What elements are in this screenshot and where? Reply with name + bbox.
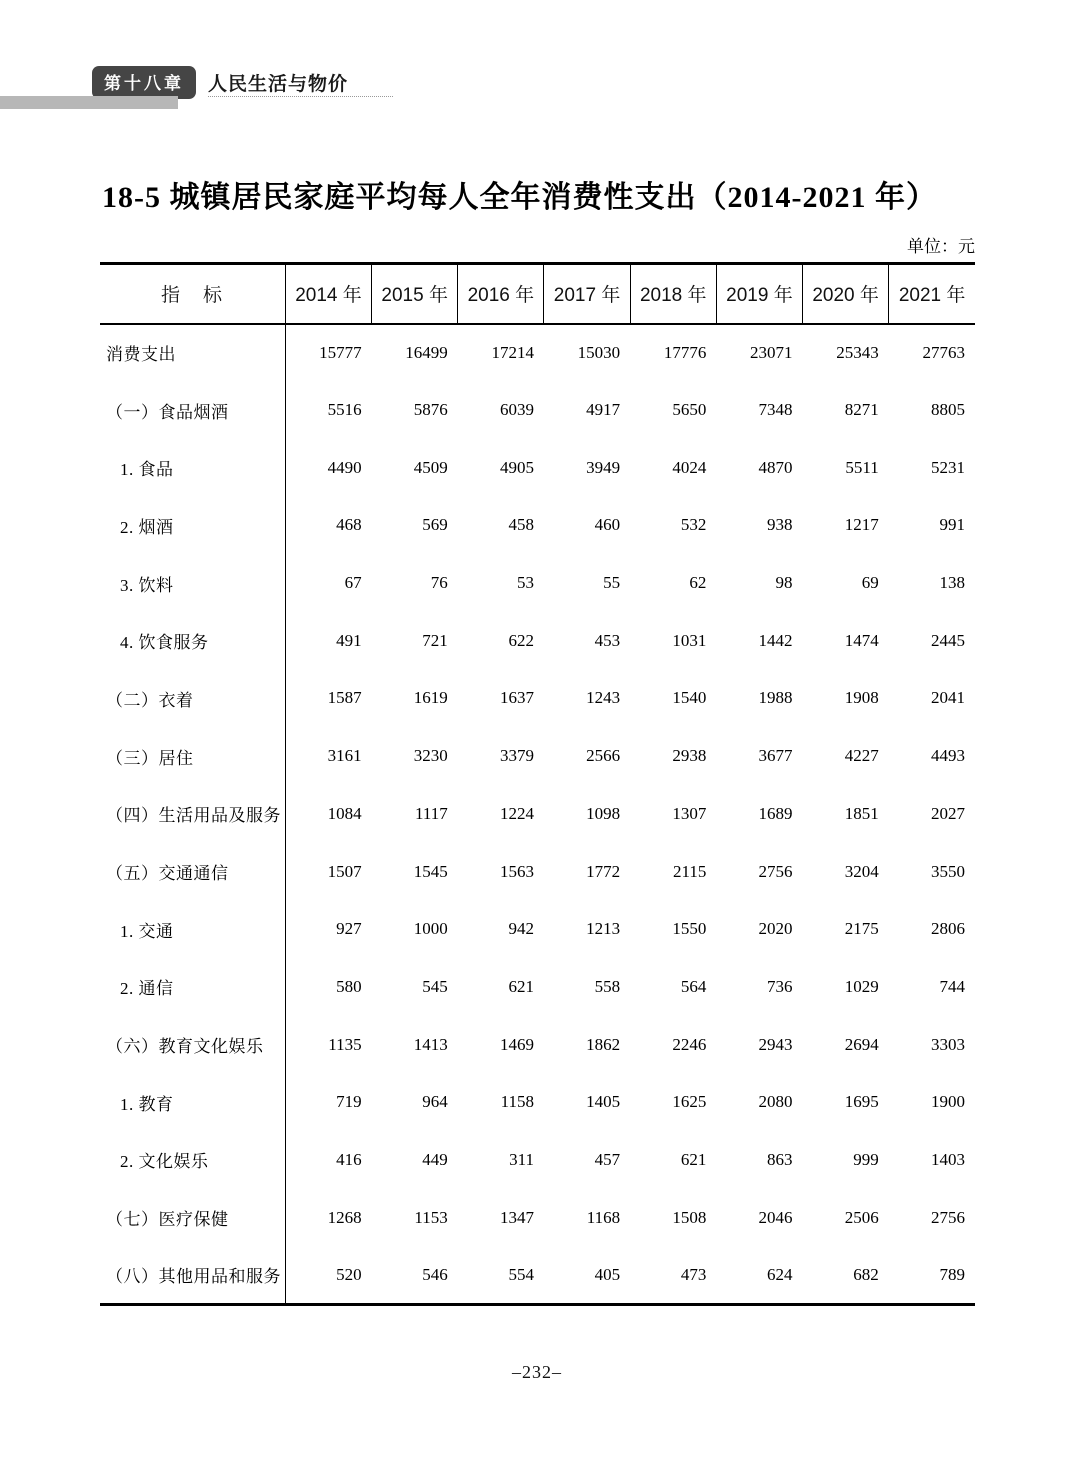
cell-value: 622: [508, 630, 534, 650]
cell-value: 4490: [327, 457, 362, 477]
cell-value: 25343: [836, 342, 879, 362]
cell-value: 1550: [672, 919, 707, 939]
cell-value: 3677: [758, 746, 793, 766]
cell-value: 1213: [586, 919, 621, 939]
page-title: 18-5 城镇居民家庭平均每人全年消费性支出（2014-2021 年）: [102, 181, 937, 214]
table-row: [100, 670, 975, 728]
cell-value: 1772: [586, 861, 621, 881]
cell-value: 1508: [672, 1207, 707, 1227]
cell-value: 7348: [758, 400, 793, 420]
table-row: [100, 497, 975, 555]
cell-value: 6039: [499, 400, 534, 420]
cell-value: 67: [344, 573, 362, 593]
cell-value: 624: [767, 1264, 793, 1284]
cell-value: 2506: [844, 1207, 879, 1227]
cell-value: 1084: [327, 803, 362, 823]
cell-value: 3303: [931, 1034, 965, 1054]
cell-value: 62: [689, 573, 707, 593]
cell-value: 4917: [586, 400, 621, 420]
row-label: （二）衣着: [100, 670, 285, 728]
cell-value: 4870: [758, 457, 793, 477]
cell-value: 1153: [414, 1207, 448, 1227]
decorative-gray-bar: [0, 96, 178, 109]
cell-value: 1862: [586, 1034, 621, 1054]
column-header: 2014 年: [285, 264, 371, 324]
row-label: 3. 饮料: [100, 554, 285, 612]
cell-value: 2806: [931, 919, 965, 939]
cell-value: 98: [775, 573, 793, 593]
cell-value: 1587: [327, 688, 362, 708]
row-label: （六）教育文化娱乐: [100, 1016, 285, 1074]
cell-value: 942: [508, 919, 534, 939]
cell-value: 473: [680, 1264, 707, 1284]
column-header: 2015 年: [372, 264, 458, 324]
column-header: 2016 年: [458, 264, 544, 324]
cell-value: 5511: [845, 457, 879, 477]
cell-value: 3230: [413, 746, 448, 766]
cell-value: 789: [939, 1264, 965, 1284]
chapter-underline: [208, 96, 393, 97]
cell-value: 927: [336, 919, 362, 939]
cell-value: 1000: [413, 919, 448, 939]
chapter-title-wrap: [208, 69, 348, 96]
cell-value: 545: [422, 976, 448, 996]
row-label: （三）居住: [100, 727, 285, 785]
cell-value: 416: [336, 1149, 362, 1169]
table-row: [100, 324, 975, 382]
cell-value: 3204: [844, 861, 879, 881]
table-row: [100, 439, 975, 497]
cell-value: 2943: [758, 1034, 793, 1054]
row-label: （八）其他用品和服务: [100, 1247, 285, 1305]
cell-value: 1158: [500, 1092, 534, 1112]
cell-value: 138: [939, 573, 965, 593]
cell-value: 15777: [319, 342, 362, 362]
column-header: 2020 年: [803, 264, 889, 324]
cell-value: 1695: [844, 1092, 879, 1112]
cell-value: 1900: [931, 1092, 965, 1112]
table-row: [100, 381, 975, 439]
header-row: [100, 264, 975, 324]
row-label: 2. 烟酒: [100, 497, 285, 555]
table-body: [100, 324, 975, 1305]
table-row: [100, 1131, 975, 1189]
cell-value: 17214: [491, 342, 534, 362]
cell-value: 1243: [586, 688, 621, 708]
chapter-header: [92, 66, 348, 99]
cell-value: 1403: [931, 1149, 965, 1169]
cell-value: 744: [939, 976, 965, 996]
cell-value: 2756: [931, 1207, 965, 1227]
row-label: （一）食品烟酒: [100, 381, 285, 439]
cell-value: 1217: [844, 515, 879, 535]
cell-value: 3949: [586, 457, 621, 477]
cell-value: 4493: [931, 746, 965, 766]
cell-value: 4905: [499, 457, 534, 477]
cell-value: 2445: [931, 630, 965, 650]
row-label: 消费支出: [100, 324, 285, 382]
cell-value: 460: [594, 515, 621, 535]
cell-value: 554: [508, 1264, 534, 1284]
cell-value: 5516: [327, 400, 362, 420]
cell-value: 311: [509, 1149, 534, 1169]
row-label: 2. 文化娱乐: [100, 1131, 285, 1189]
row-label: 4. 饮食服务: [100, 612, 285, 670]
cell-value: 964: [422, 1092, 448, 1112]
row-label: （四）生活用品及服务: [100, 785, 285, 843]
column-header: 2019 年: [716, 264, 802, 324]
cell-value: 1347: [499, 1207, 534, 1227]
cell-value: 3161: [327, 746, 362, 766]
column-header: 2018 年: [630, 264, 716, 324]
cell-value: 1135: [328, 1034, 362, 1054]
cell-value: 532: [680, 515, 707, 535]
row-label: 2. 通信: [100, 958, 285, 1016]
cell-value: 2080: [758, 1092, 793, 1112]
cell-value: 8271: [844, 400, 879, 420]
cell-value: 999: [853, 1149, 879, 1169]
cell-value: 15030: [577, 342, 621, 362]
cell-value: 1268: [327, 1207, 362, 1227]
table-row: [100, 1016, 975, 1074]
chapter-badge: 第十八章: [92, 66, 196, 99]
row-label: 1. 教育: [100, 1073, 285, 1131]
cell-value: 457: [594, 1149, 621, 1169]
table-row: [100, 958, 975, 1016]
cell-value: 2046: [758, 1207, 793, 1227]
cell-value: 1031: [672, 630, 707, 650]
cell-value: 53: [516, 573, 534, 593]
cell-value: 721: [422, 630, 448, 650]
cell-value: 1405: [586, 1092, 621, 1112]
cell-value: 2041: [931, 688, 965, 708]
cell-value: 27763: [922, 342, 965, 362]
row-label: （五）交通通信: [100, 843, 285, 901]
cell-value: 621: [508, 976, 534, 996]
table-header: [100, 264, 975, 324]
cell-value: 736: [767, 976, 793, 996]
cell-value: 8805: [931, 400, 965, 420]
cell-value: 1442: [758, 630, 793, 650]
cell-value: 1563: [499, 861, 534, 881]
cell-value: 1117: [415, 803, 448, 823]
column-header: 2021 年: [889, 264, 975, 324]
cell-value: 491: [336, 630, 362, 650]
cell-value: 520: [336, 1264, 362, 1284]
chapter-title: 人民生活与物价: [208, 74, 349, 95]
cell-value: 2938: [672, 746, 707, 766]
cell-value: 453: [594, 630, 621, 650]
cell-value: 405: [594, 1264, 621, 1284]
table-row: [100, 785, 975, 843]
cell-value: 5231: [931, 457, 965, 477]
table-row: [100, 1247, 975, 1305]
cell-value: 4509: [413, 457, 448, 477]
page-number: –232–: [512, 1362, 562, 1382]
column-header: 2017 年: [544, 264, 630, 324]
table-row: [100, 612, 975, 670]
unit-label: 单位：元: [907, 237, 975, 256]
cell-value: 2246: [672, 1034, 707, 1054]
cell-value: 1545: [413, 861, 448, 881]
cell-value: 938: [767, 515, 793, 535]
cell-value: 1689: [758, 803, 793, 823]
cell-value: 558: [594, 976, 621, 996]
table-row: [100, 554, 975, 612]
cell-value: 2694: [844, 1034, 879, 1054]
cell-value: 17776: [663, 342, 707, 362]
cell-value: 468: [336, 515, 362, 535]
cell-value: 1168: [586, 1207, 621, 1227]
cell-value: 1469: [499, 1034, 534, 1054]
cell-value: 1098: [586, 803, 621, 823]
cell-value: 1029: [844, 976, 879, 996]
cell-value: 2020: [758, 919, 793, 939]
cell-value: 449: [422, 1149, 448, 1169]
cell-value: 546: [422, 1264, 448, 1284]
cell-value: 76: [430, 573, 448, 593]
cell-value: 564: [680, 976, 707, 996]
table-row: [100, 843, 975, 901]
cell-value: 1413: [413, 1034, 448, 1054]
row-label: 1. 食品: [100, 439, 285, 497]
cell-value: 1307: [672, 803, 707, 823]
cell-value: 55: [603, 573, 621, 593]
column-header: 指 标: [100, 264, 285, 324]
cell-value: 1988: [758, 688, 793, 708]
cell-value: 1619: [413, 688, 448, 708]
cell-value: 2566: [586, 746, 621, 766]
cell-value: 2027: [931, 803, 965, 823]
cell-value: 2175: [844, 919, 879, 939]
cell-value: 4024: [672, 457, 707, 477]
cell-value: 991: [939, 515, 965, 535]
cell-value: 23071: [750, 342, 793, 362]
cell-value: 580: [336, 976, 362, 996]
row-label: （七）医疗保健: [100, 1189, 285, 1247]
table-row: [100, 1189, 975, 1247]
cell-value: 1474: [844, 630, 879, 650]
cell-value: 1625: [672, 1092, 707, 1112]
cell-value: 5876: [413, 400, 448, 420]
cell-value: 1908: [844, 688, 879, 708]
cell-value: 458: [508, 515, 534, 535]
cell-value: 5650: [672, 400, 707, 420]
row-label: 1. 交通: [100, 900, 285, 958]
cell-value: 4227: [844, 746, 879, 766]
cell-value: 69: [861, 573, 879, 593]
cell-value: 16499: [405, 342, 448, 362]
cell-value: 569: [422, 515, 448, 535]
statistics-table: [100, 262, 975, 1306]
cell-value: 863: [767, 1149, 793, 1169]
cell-value: 1851: [844, 803, 879, 823]
cell-value: 1224: [499, 803, 534, 823]
cell-value: 2756: [758, 861, 793, 881]
cell-value: 719: [336, 1092, 362, 1112]
cell-value: 682: [853, 1264, 879, 1284]
cell-value: 621: [680, 1149, 707, 1169]
cell-value: 2115: [672, 861, 707, 881]
table-row: [100, 727, 975, 785]
cell-value: 1507: [327, 861, 362, 881]
table-row: [100, 900, 975, 958]
cell-value: 1637: [499, 688, 534, 708]
cell-value: 3379: [499, 746, 534, 766]
cell-value: 3550: [931, 861, 965, 881]
cell-value: 1540: [672, 688, 707, 708]
table-row: [100, 1073, 975, 1131]
